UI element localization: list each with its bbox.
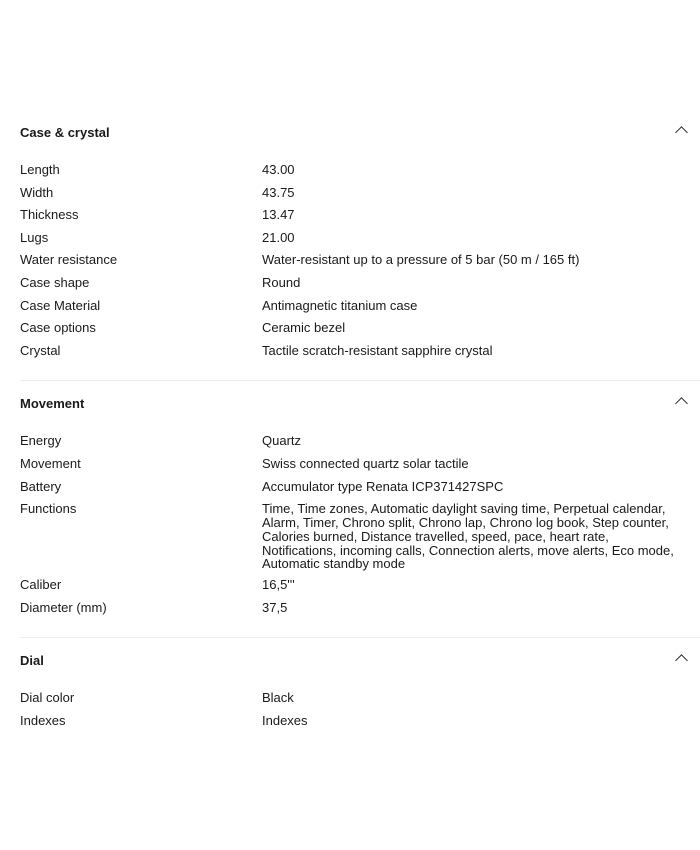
section-title: Movement [20,396,85,412]
spec-value: Ceramic bezel [262,320,346,336]
spec-label: Case options [20,320,96,336]
spec-value: 16,5''' [262,577,295,593]
section-header-toggle[interactable] [20,110,700,159]
spec-label: Movement [20,455,81,471]
spec-label: Functions [20,501,77,517]
spec-row [20,597,700,620]
section-title: Dial [20,653,44,669]
spec-label: Crystal [20,342,61,358]
spec-row [20,430,700,453]
spec-row [20,476,700,499]
spec-value: Indexes [262,712,308,728]
spec-value: Swiss connected quartz solar tactile [262,455,469,471]
spec-value: Accumulator type Renata ICP371427SPC [262,478,504,494]
spec-label: Diameter (mm) [20,599,107,615]
spec-value: 21.00 [262,229,295,245]
spec-value: Black [262,690,294,706]
spec-value: Tactile scratch-resistant sapphire crystal [262,342,493,358]
spec-row [20,687,700,710]
section-header-toggle[interactable] [20,638,700,687]
spec-value: 43.00 [262,162,295,177]
chevron-up-icon[interactable] [675,126,688,139]
chevron-up-icon[interactable] [675,654,688,667]
spec-label: Caliber [20,577,62,593]
chevron-up-icon[interactable] [675,397,688,410]
spec-row [20,182,700,205]
spec-label: Dial color [20,690,75,706]
spec-value: Antimagnetic titanium case [262,297,418,313]
spec-label: Indexes [20,712,66,728]
spec-section [20,110,700,380]
spec-value: Round [262,274,301,290]
spec-label: Energy [20,433,62,449]
spec-value: Water-resistant up to a pressure of 5 bar (50 m / 165 ft) [262,252,580,268]
spec-value: Quartz [262,433,302,449]
spec-value: Time, Time zones, Automatic daylight saving time, Perpetual calendar, Alarm, Timer, Chrono split, Chrono lap, Chrono log book, Step counter, Calories burned, Distance travelled, speed, pace, heart rate, Notifications, incoming calls, Connection alerts, move alerts, Eco mode, Automatic standby mode [262,501,674,572]
spec-value: 13.47 [262,207,295,223]
spec-value: 43.75 [262,184,295,200]
specifications [20,110,700,750]
spec-row [20,574,700,597]
spec-row [20,272,700,295]
spec-row [20,249,700,272]
spec-row [20,159,700,182]
spec-label: Length [20,162,60,177]
spec-label: Thickness [20,207,79,223]
spec-section [20,637,700,750]
spec-label: Battery [20,478,62,494]
spec-row [20,498,700,574]
section-header-toggle[interactable] [20,381,700,430]
spec-value: 37,5 [262,599,288,615]
spec-label: Case Material [20,297,101,313]
spec-row [20,227,700,250]
spec-label: Width [20,184,54,200]
spec-row [20,340,700,363]
section-title: Case & crystal [20,125,110,140]
spec-label: Case shape [20,274,90,290]
spec-row [20,204,700,227]
spec-label: Lugs [20,229,49,245]
spec-row [20,453,700,476]
spec-row [20,295,700,318]
spec-label: Water resistance [20,252,118,268]
spec-row [20,710,700,733]
spec-row [20,317,700,340]
spec-section [20,380,700,637]
